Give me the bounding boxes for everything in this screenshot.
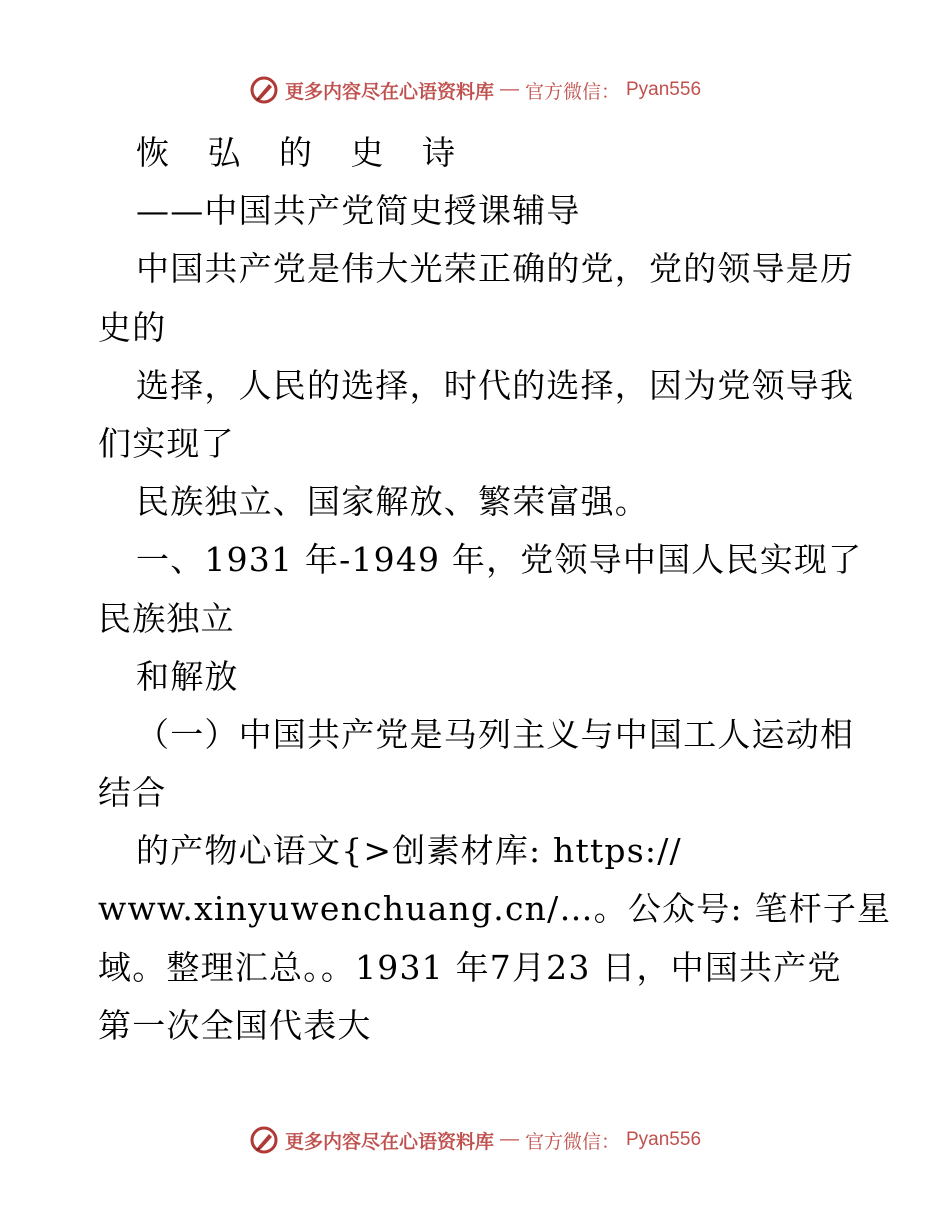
doc-line: 史的	[98, 307, 167, 347]
watermark-wechat-id: Pyan556	[626, 1129, 702, 1150]
watermark-wechat-label: 官方微信：	[524, 1130, 620, 1153]
doc-line: 们实现了	[98, 423, 235, 463]
doc-line: 和解放	[136, 656, 239, 696]
doc-line: 选择，人民的选择，时代的选择，因为党领导我	[136, 365, 855, 405]
watermark-dash: —	[499, 79, 519, 100]
watermark-header	[0, 70, 950, 110]
doc-line: 的产物心语文{>创素材库: https://	[136, 831, 682, 871]
doc-line: 中国共产党是伟大光荣正确的党，党的领导是历	[136, 249, 855, 289]
doc-line: 第一次全国代表大	[98, 1005, 372, 1045]
watermark-main-text: 更多内容尽在心语资料库	[284, 1130, 494, 1153]
watermark-dash: —	[499, 1129, 519, 1150]
watermark-main-text: 更多内容尽在心语资料库	[284, 80, 494, 103]
watermark-footer	[0, 1120, 950, 1160]
doc-line: 结合	[98, 773, 167, 813]
document-body	[98, 124, 892, 1055]
doc-line: www.xinyuwenchuang.cn/…。公众号: 笔杆子星	[98, 889, 892, 929]
doc-line: 民族独立	[98, 598, 235, 638]
pen-logo-icon	[249, 75, 279, 105]
doc-line: 民族独立、国家解放、繁荣富强。	[136, 482, 649, 522]
doc-subtitle: ——中国共产党简史授课辅导	[136, 191, 581, 231]
doc-line: 域。整理汇总。。1931 年7月23 日，中国共产党	[98, 947, 842, 987]
pen-logo-icon	[249, 1125, 279, 1155]
doc-title: 恢 弘 的 史 诗	[136, 133, 469, 172]
watermark-wechat-id: Pyan556	[626, 79, 702, 100]
watermark-wechat-label: 官方微信：	[524, 80, 620, 103]
doc-section-heading: 一、1931 年-1949 年，党领导中国人民实现了	[136, 540, 863, 580]
doc-subsection-heading: （一）中国共产党是马列主义与中国工人运动相	[136, 714, 855, 754]
